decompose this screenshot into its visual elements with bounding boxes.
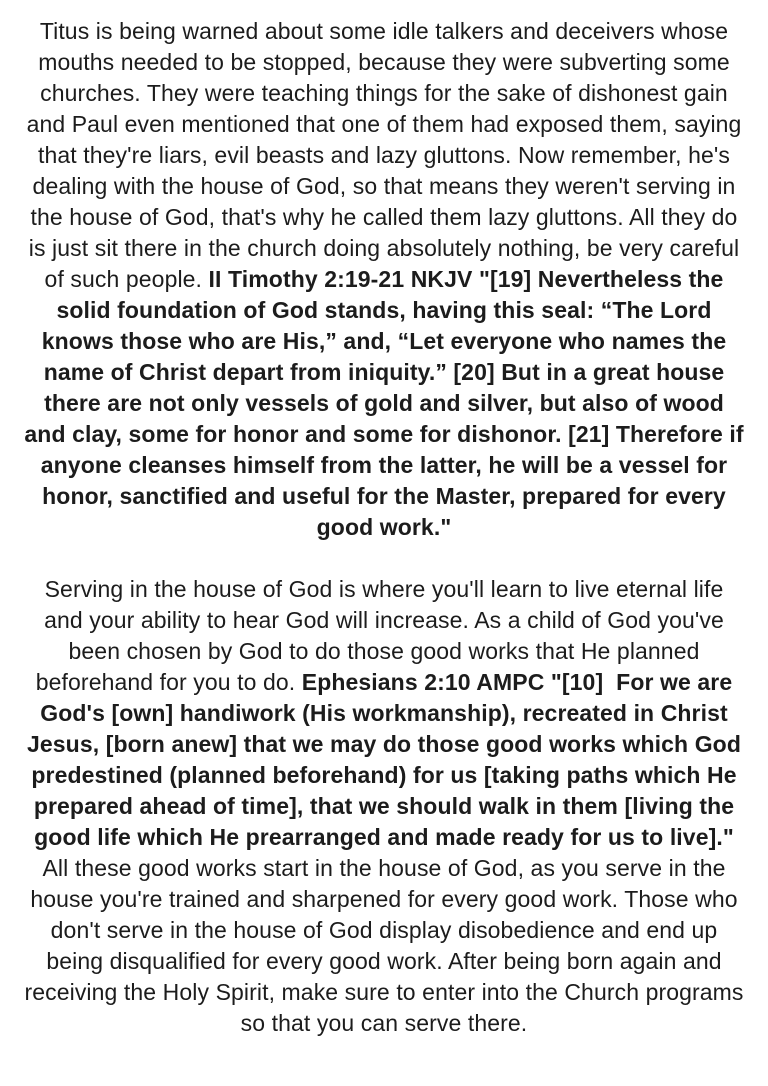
paragraph-1 [24,16,751,543]
commentary-text: All these good works start in the house of God, as you serve in the house you're trained and sharpened for every good work. Those who don't serve in the house of God display disobedience and end up being disqualified for every good work. After being born again and receiving the Holy Spirit, make sure to enter into the Church programs so that you can serve there. [24,824,751,1036]
scripture-quote-text: Ephesians 2:10 AMPC "[10] For we are God's [own] handiwork (His workmanship), recreated in Christ Jesus, [born anew] that we may do those good works which God predestined (planned beforehand) for us [taking paths which He prepared ahead of time], that we should walk in them [living the good life which He prearranged and made ready for us to live]." [27,669,748,850]
commentary-text: Serving in the house of God is where you'll learn to live eternal life and your ability to hear God will increase. As a child of God you've been chosen by God to do those good works that He planned beforehand for you to do. [35,576,731,695]
commentary-text: Titus is being warned about some idle talkers and deceivers whose mouths needed to be stopped, because they were subverting some churches. They were teaching things for the sake of dishonest gain and Paul even mentioned that one of them had exposed them, saying that they're liars, evil beasts and lazy gluttons. Now remember, he's dealing with the house of God, so that means they weren't serving in the house of God, that's why he called them lazy gluttons. All they do is just sit there in the church doing absolutely nothing, be very careful of such people. [26,18,748,292]
paragraph-2 [24,574,751,1039]
document-body [24,16,751,1039]
scripture-quote-text: II Timothy 2:19-21 NKJV "[19] Nevertheless the solid foundation of God stands, having this seal: “The Lord knows those who are His,” and, “Let everyone who names the name of Christ depart from iniquity.” [20] But in a great house there are not only vessels of gold and silver, but also of wood and clay, some for honor and some for dishonor. [21] Therefore if anyone cleanses himself from the latter, he will be a vessel for honor, sanctified and useful for the Master, prepared for every good work." [24,266,751,540]
